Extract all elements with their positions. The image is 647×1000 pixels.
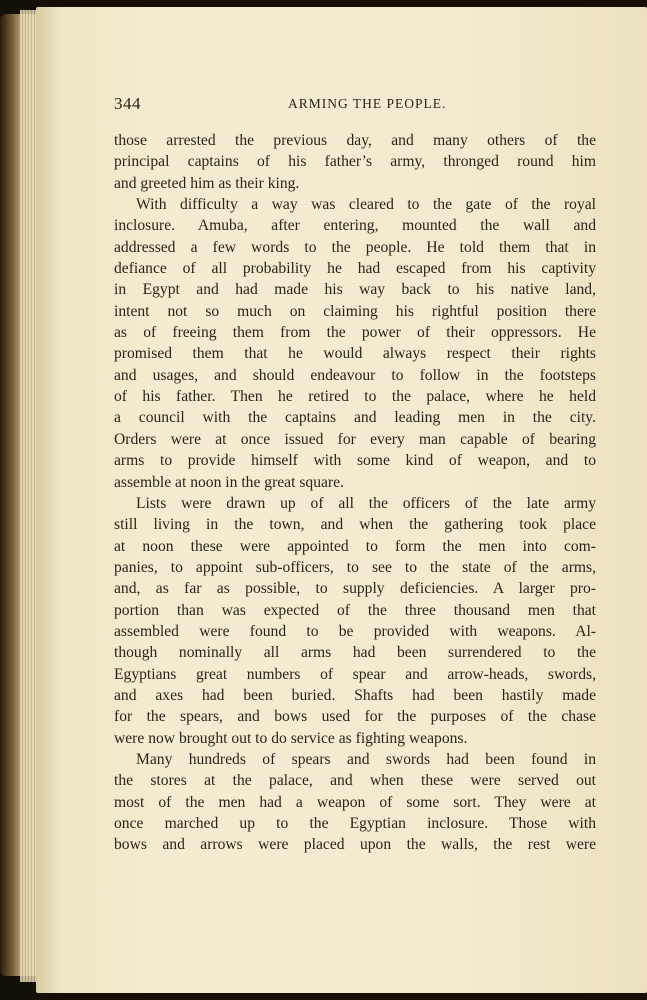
text-line: though nominally all arms had been surrendered to the [114,644,596,662]
text-line: addressed a few words to the people. He told them that in [114,238,596,256]
text-line: Lists were drawn up of all the officers of the late army [136,494,596,512]
text-line: as of freeing them from the power of their oppressors. He [114,324,596,342]
text-line: arms to provide himself with some kind of weapon, and to [114,452,596,470]
text-line: assemble at noon in the great square. [114,473,344,491]
text-line: the stores at the palace, and when these were served out [114,772,596,790]
text-line: in Egypt and had made his way back to his native land, [114,281,596,299]
text-line: still living in the town, and when the gathering took place [114,516,596,534]
text-line: principal captains of his father’s army, thronged round him [114,153,596,171]
text-line: Many hundreds of spears and swords had been found in [136,750,596,768]
text-line: once marched up to the Egyptian inclosure. Those with [114,815,596,832]
text-line: were now brought out to do service as fighting weapons. [114,729,468,747]
text-line: portion than was expected of the three thousand men that [114,601,596,619]
text-line: promised them that he would always respect their rights [114,345,596,363]
text-line: for the spears, and bows used for the purposes of the chase [114,708,596,726]
text-line: inclosure. Amuba, after entering, mounted the wall and [114,217,596,235]
text-line: of his father. Then he retired to the palace, where he held [114,388,596,406]
text-line: and axes had been buried. Shafts had been hastily made [114,686,596,704]
text-line: those arrested the previous day, and many others of the [114,132,596,149]
text-line: panies, to appoint sub-officers, to see to the state of the arms, [114,558,596,576]
page-number: 344 [114,94,141,113]
body-text [114,130,596,856]
text-line: defiance of all probability he had escaped from his captivity [114,260,596,278]
text-line: Orders were at once issued for every man capable of bearing [114,430,596,448]
text-line: bows and arrows were placed upon the walls, the rest were [114,836,596,854]
text-line: at noon these were appointed to form the men into com- [114,537,596,555]
text-line: With difficulty a way was cleared to the gate of the royal [136,196,596,214]
text-line: most of the men had a weapon of some sort. They were at [114,793,596,811]
text-line: and, as far as possible, to supply deficiencies. A larger pro- [114,580,596,598]
text-line: and greeted him as their king. [114,174,300,192]
text-line: intent not so much on claiming his rightful position there [114,302,596,320]
page-header [114,94,594,118]
text-line: and usages, and should endeavour to follow in the footsteps [114,366,596,384]
text-line: Egyptians great numbers of spear and arrow-heads, swords, [114,665,596,683]
running-head: ARMING THE PEOPLE. [288,96,447,111]
text-line: assembled were found to be provided with weapons. Al- [114,622,596,640]
text-line: a council with the captains and leading men in the city. [114,409,596,427]
